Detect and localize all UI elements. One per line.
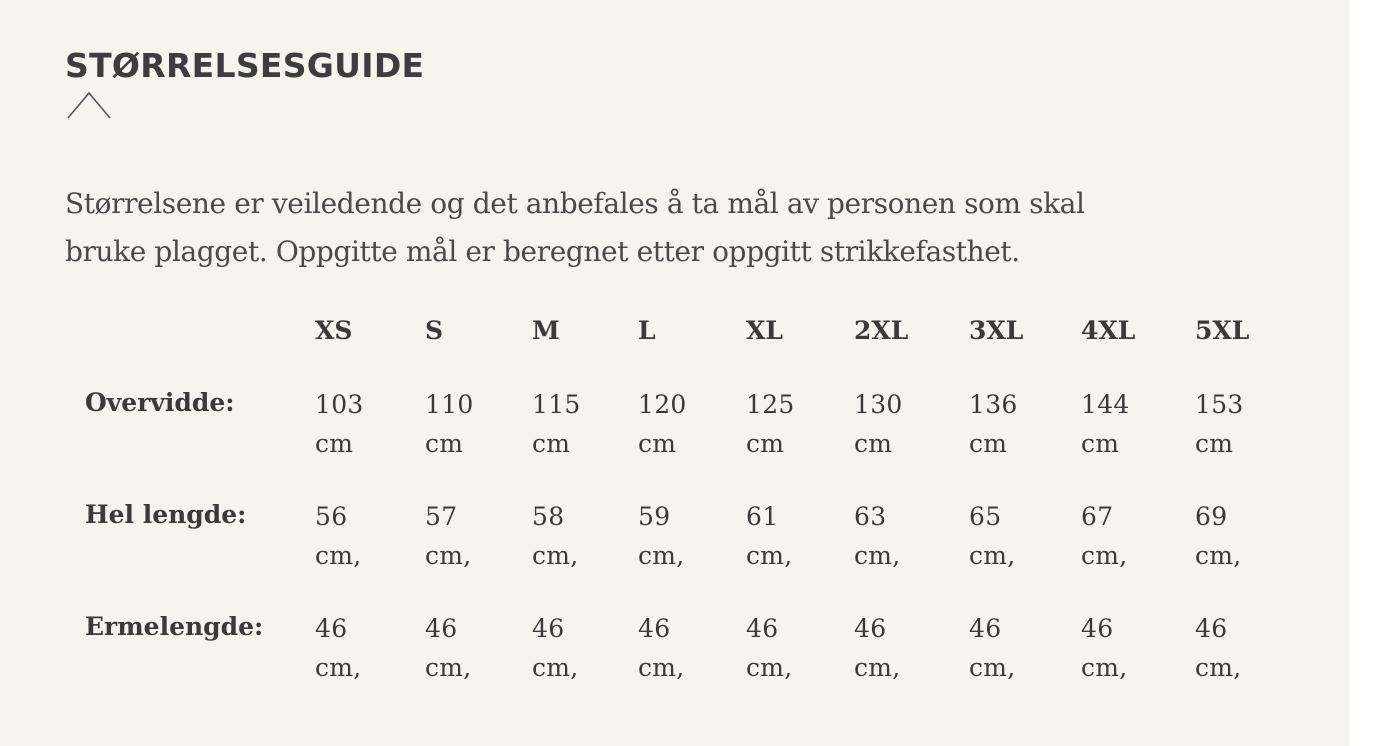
measurement-value: 46 (425, 614, 458, 643)
measurement-unit: cm, (969, 653, 1016, 682)
measurement-cell (425, 609, 472, 687)
measurement-cell (854, 497, 901, 575)
measurement-value: 58 (532, 502, 565, 531)
measurement-value: 63 (854, 502, 887, 531)
measurement-value: 115 (532, 390, 581, 419)
size-guide-intro (65, 180, 1265, 276)
measurement-value: 46 (1081, 614, 1114, 643)
measurement-unit: cm (854, 429, 893, 458)
measurement-unit: cm, (425, 541, 472, 570)
measurement-unit: cm, (746, 541, 793, 570)
measurement-unit: cm (425, 429, 464, 458)
page-edge (1350, 0, 1374, 746)
measurement-value: 57 (425, 502, 458, 531)
measurement-value: 130 (854, 390, 903, 419)
intro-line: bruke plagget. Oppgitte mål er beregnet etter oppgitt strikkefasthet. (65, 235, 1020, 268)
measurement-value: 46 (969, 614, 1002, 643)
row-label: Overvidde: (85, 388, 235, 417)
measurement-cell (969, 385, 1018, 463)
measurement-value: 59 (638, 502, 671, 531)
size-guide-title: STØRRELSESGUIDE (65, 46, 425, 85)
measurement-value: 69 (1195, 502, 1228, 531)
measurement-cell (315, 609, 362, 687)
measurement-unit: cm, (532, 541, 579, 570)
measurement-cell (854, 385, 903, 463)
measurement-unit: cm, (854, 541, 901, 570)
measurement-value: 56 (315, 502, 348, 531)
measurement-unit: cm, (532, 653, 579, 682)
measurement-value: 65 (969, 502, 1002, 531)
measurement-value: 67 (1081, 502, 1114, 531)
size-header: XL (746, 316, 783, 345)
measurement-cell (854, 609, 901, 687)
measurement-unit: cm, (969, 541, 1016, 570)
size-header: 3XL (969, 316, 1024, 345)
measurement-unit: cm (1195, 429, 1234, 458)
size-header: 4XL (1081, 316, 1136, 345)
measurement-cell (425, 497, 472, 575)
measurement-cell (315, 385, 364, 463)
measurement-unit: cm, (315, 653, 362, 682)
measurement-value: 46 (532, 614, 565, 643)
measurement-value: 153 (1195, 390, 1244, 419)
measurement-cell (746, 385, 795, 463)
measurement-value: 46 (638, 614, 671, 643)
size-header: S (425, 316, 444, 345)
measurement-unit: cm, (638, 653, 685, 682)
measurement-value: 110 (425, 390, 474, 419)
measurement-cell (1081, 497, 1128, 575)
intro-line: Størrelsene er veiledende og det anbefales å ta mål av personen som skal (65, 187, 1085, 220)
measurement-value: 120 (638, 390, 687, 419)
collapse-toggle-button[interactable] (66, 90, 112, 122)
measurement-cell (638, 385, 687, 463)
measurement-cell (638, 497, 685, 575)
measurement-unit: cm, (1195, 541, 1242, 570)
measurement-unit: cm, (638, 541, 685, 570)
measurement-unit: cm (315, 429, 354, 458)
measurement-value: 61 (746, 502, 779, 531)
measurement-cell (969, 609, 1016, 687)
measurement-cell (746, 497, 793, 575)
measurement-unit: cm (969, 429, 1008, 458)
measurement-value: 46 (315, 614, 348, 643)
measurement-value: 144 (1081, 390, 1130, 419)
measurement-cell (425, 385, 474, 463)
row-label: Ermelengde: (85, 612, 264, 641)
measurement-cell (532, 609, 579, 687)
size-header: 5XL (1195, 316, 1250, 345)
size-header: 2XL (854, 316, 909, 345)
measurement-unit: cm (638, 429, 677, 458)
measurement-unit: cm, (746, 653, 793, 682)
measurement-unit: cm, (1195, 653, 1242, 682)
measurement-cell (746, 609, 793, 687)
measurement-unit: cm, (1081, 653, 1128, 682)
measurement-value: 125 (746, 390, 795, 419)
measurement-cell (532, 497, 579, 575)
size-header: L (638, 316, 656, 345)
measurement-cell (315, 497, 362, 575)
measurement-unit: cm (532, 429, 571, 458)
measurement-cell (969, 497, 1016, 575)
measurement-value: 46 (746, 614, 779, 643)
measurement-cell (1195, 385, 1244, 463)
measurement-cell (1195, 497, 1242, 575)
measurement-value: 46 (1195, 614, 1228, 643)
measurement-value: 103 (315, 390, 364, 419)
measurement-unit: cm (746, 429, 785, 458)
size-header: XS (315, 316, 353, 345)
measurement-cell (1195, 609, 1242, 687)
row-label: Hel lengde: (85, 500, 247, 529)
measurement-value: 136 (969, 390, 1018, 419)
measurement-cell (638, 609, 685, 687)
measurement-cell (1081, 385, 1130, 463)
measurement-unit: cm, (425, 653, 472, 682)
measurement-unit: cm, (1081, 541, 1128, 570)
measurement-unit: cm, (854, 653, 901, 682)
measurement-unit: cm (1081, 429, 1120, 458)
chevron-up-icon (66, 90, 112, 122)
size-header: M (532, 316, 560, 345)
measurement-unit: cm, (315, 541, 362, 570)
measurement-value: 46 (854, 614, 887, 643)
measurement-cell (1081, 609, 1128, 687)
measurement-cell (532, 385, 581, 463)
